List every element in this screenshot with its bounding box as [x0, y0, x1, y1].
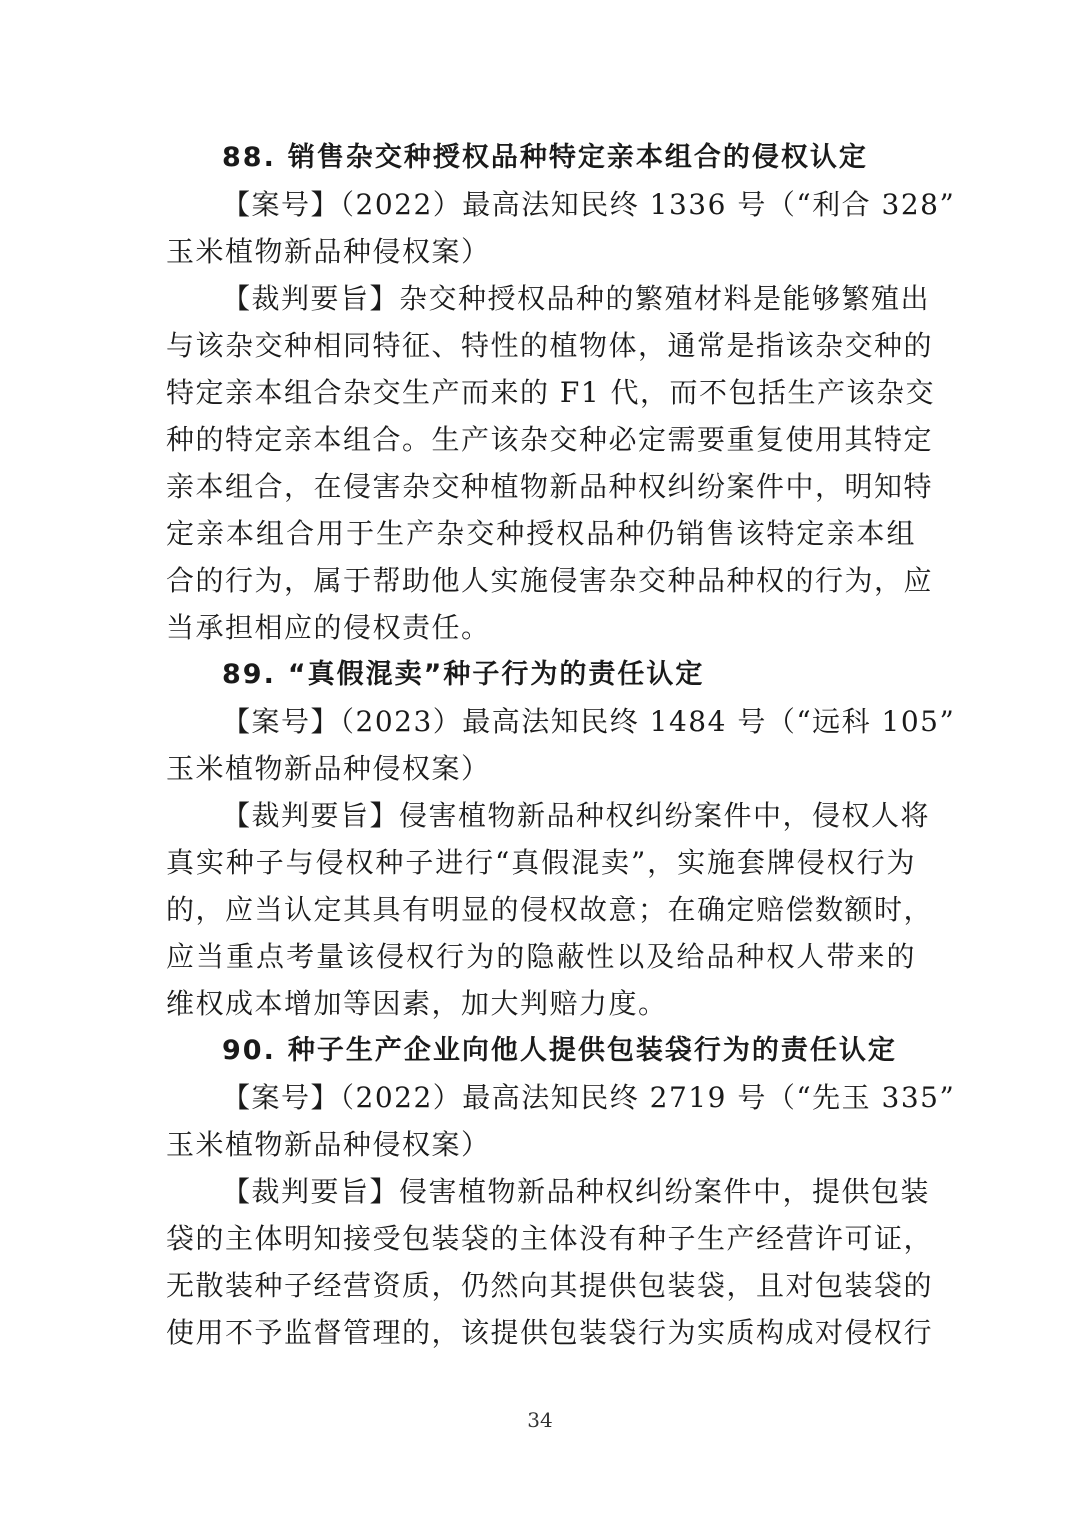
case-number-line: 玉米植物新品种侵权案） — [166, 752, 491, 785]
section-title: 种子生产企业向他人提供包装袋行为的责任认定 — [287, 1035, 897, 1066]
case-number-line: 【案号】（2022）最高法知民终 2719 号（“先玉 335” — [222, 1081, 956, 1114]
section-number: 89. — [222, 659, 276, 690]
case-number-line: 玉米植物新品种侵权案） — [166, 235, 491, 268]
section-heading-88 — [166, 134, 916, 181]
document-page — [166, 134, 956, 1356]
section-heading-90 — [166, 1027, 916, 1074]
gist-line: 当承担相应的侵权责任。 — [166, 611, 491, 644]
case-number-line: 【案号】（2022）最高法知民终 1336 号（“利合 328” — [222, 188, 956, 221]
gist-line: 无散装种子经营资质，仍然向其提供包装袋，且对包装袋的 — [166, 1269, 934, 1302]
gist-line: 种的特定亲本组合。生产该杂交种必定需要重复使用其特定 — [166, 423, 934, 456]
gist-line: 袋的主体明知接受包装袋的主体没有种子生产经营许可证， — [166, 1222, 934, 1255]
gist-line: 维权成本增加等因素，加大判赔力度。 — [166, 987, 668, 1020]
gist-line: 特定亲本组合杂交生产而来的 F1 代，而不包括生产该杂交 — [166, 376, 936, 409]
gist-line: 应当重点考量该侵权行为的隐蔽性以及给品种权人带来的 — [166, 940, 916, 973]
section-heading-89 — [166, 651, 916, 698]
section-number: 90. — [222, 1035, 276, 1066]
gist-line: 与该杂交种相同特征、特性的植物体，通常是指该杂交种的 — [166, 329, 934, 362]
gist-line: 【裁判要旨】侵害植物新品种权纠纷案件中，侵权人将 — [222, 799, 931, 832]
gist-line: 【裁判要旨】侵害植物新品种权纠纷案件中，提供包装 — [222, 1175, 931, 1208]
gist-line: 【裁判要旨】杂交种授权品种的繁殖材料是能够繁殖出 — [222, 282, 931, 315]
page-number: 34 — [527, 1408, 553, 1432]
section-number: 88. — [222, 142, 276, 173]
gist-line: 定亲本组合用于生产杂交种授权品种仍销售该特定亲本组 — [166, 517, 916, 550]
case-number-line: 玉米植物新品种侵权案） — [166, 1128, 491, 1161]
section-title: “真假混卖”种子行为的责任认定 — [287, 659, 705, 690]
gist-line: 使用不予监督管理的，该提供包装袋行为实质构成对侵权行 — [166, 1316, 934, 1349]
case-number-line: 【案号】（2023）最高法知民终 1484 号（“远科 105” — [222, 705, 956, 738]
section-title: 销售杂交种授权品种特定亲本组合的侵权认定 — [287, 142, 868, 173]
gist-line: 的，应当认定其具有明显的侵权故意；在确定赔偿数额时， — [166, 893, 934, 926]
gist-line: 真实种子与侵权种子进行“真假混卖”，实施套牌侵权行为 — [166, 846, 916, 879]
gist-line: 合的行为，属于帮助他人实施侵害杂交种品种权的行为，应 — [166, 564, 934, 597]
gist-line: 亲本组合，在侵害杂交种植物新品种权纠纷案件中，明知特 — [166, 470, 934, 503]
